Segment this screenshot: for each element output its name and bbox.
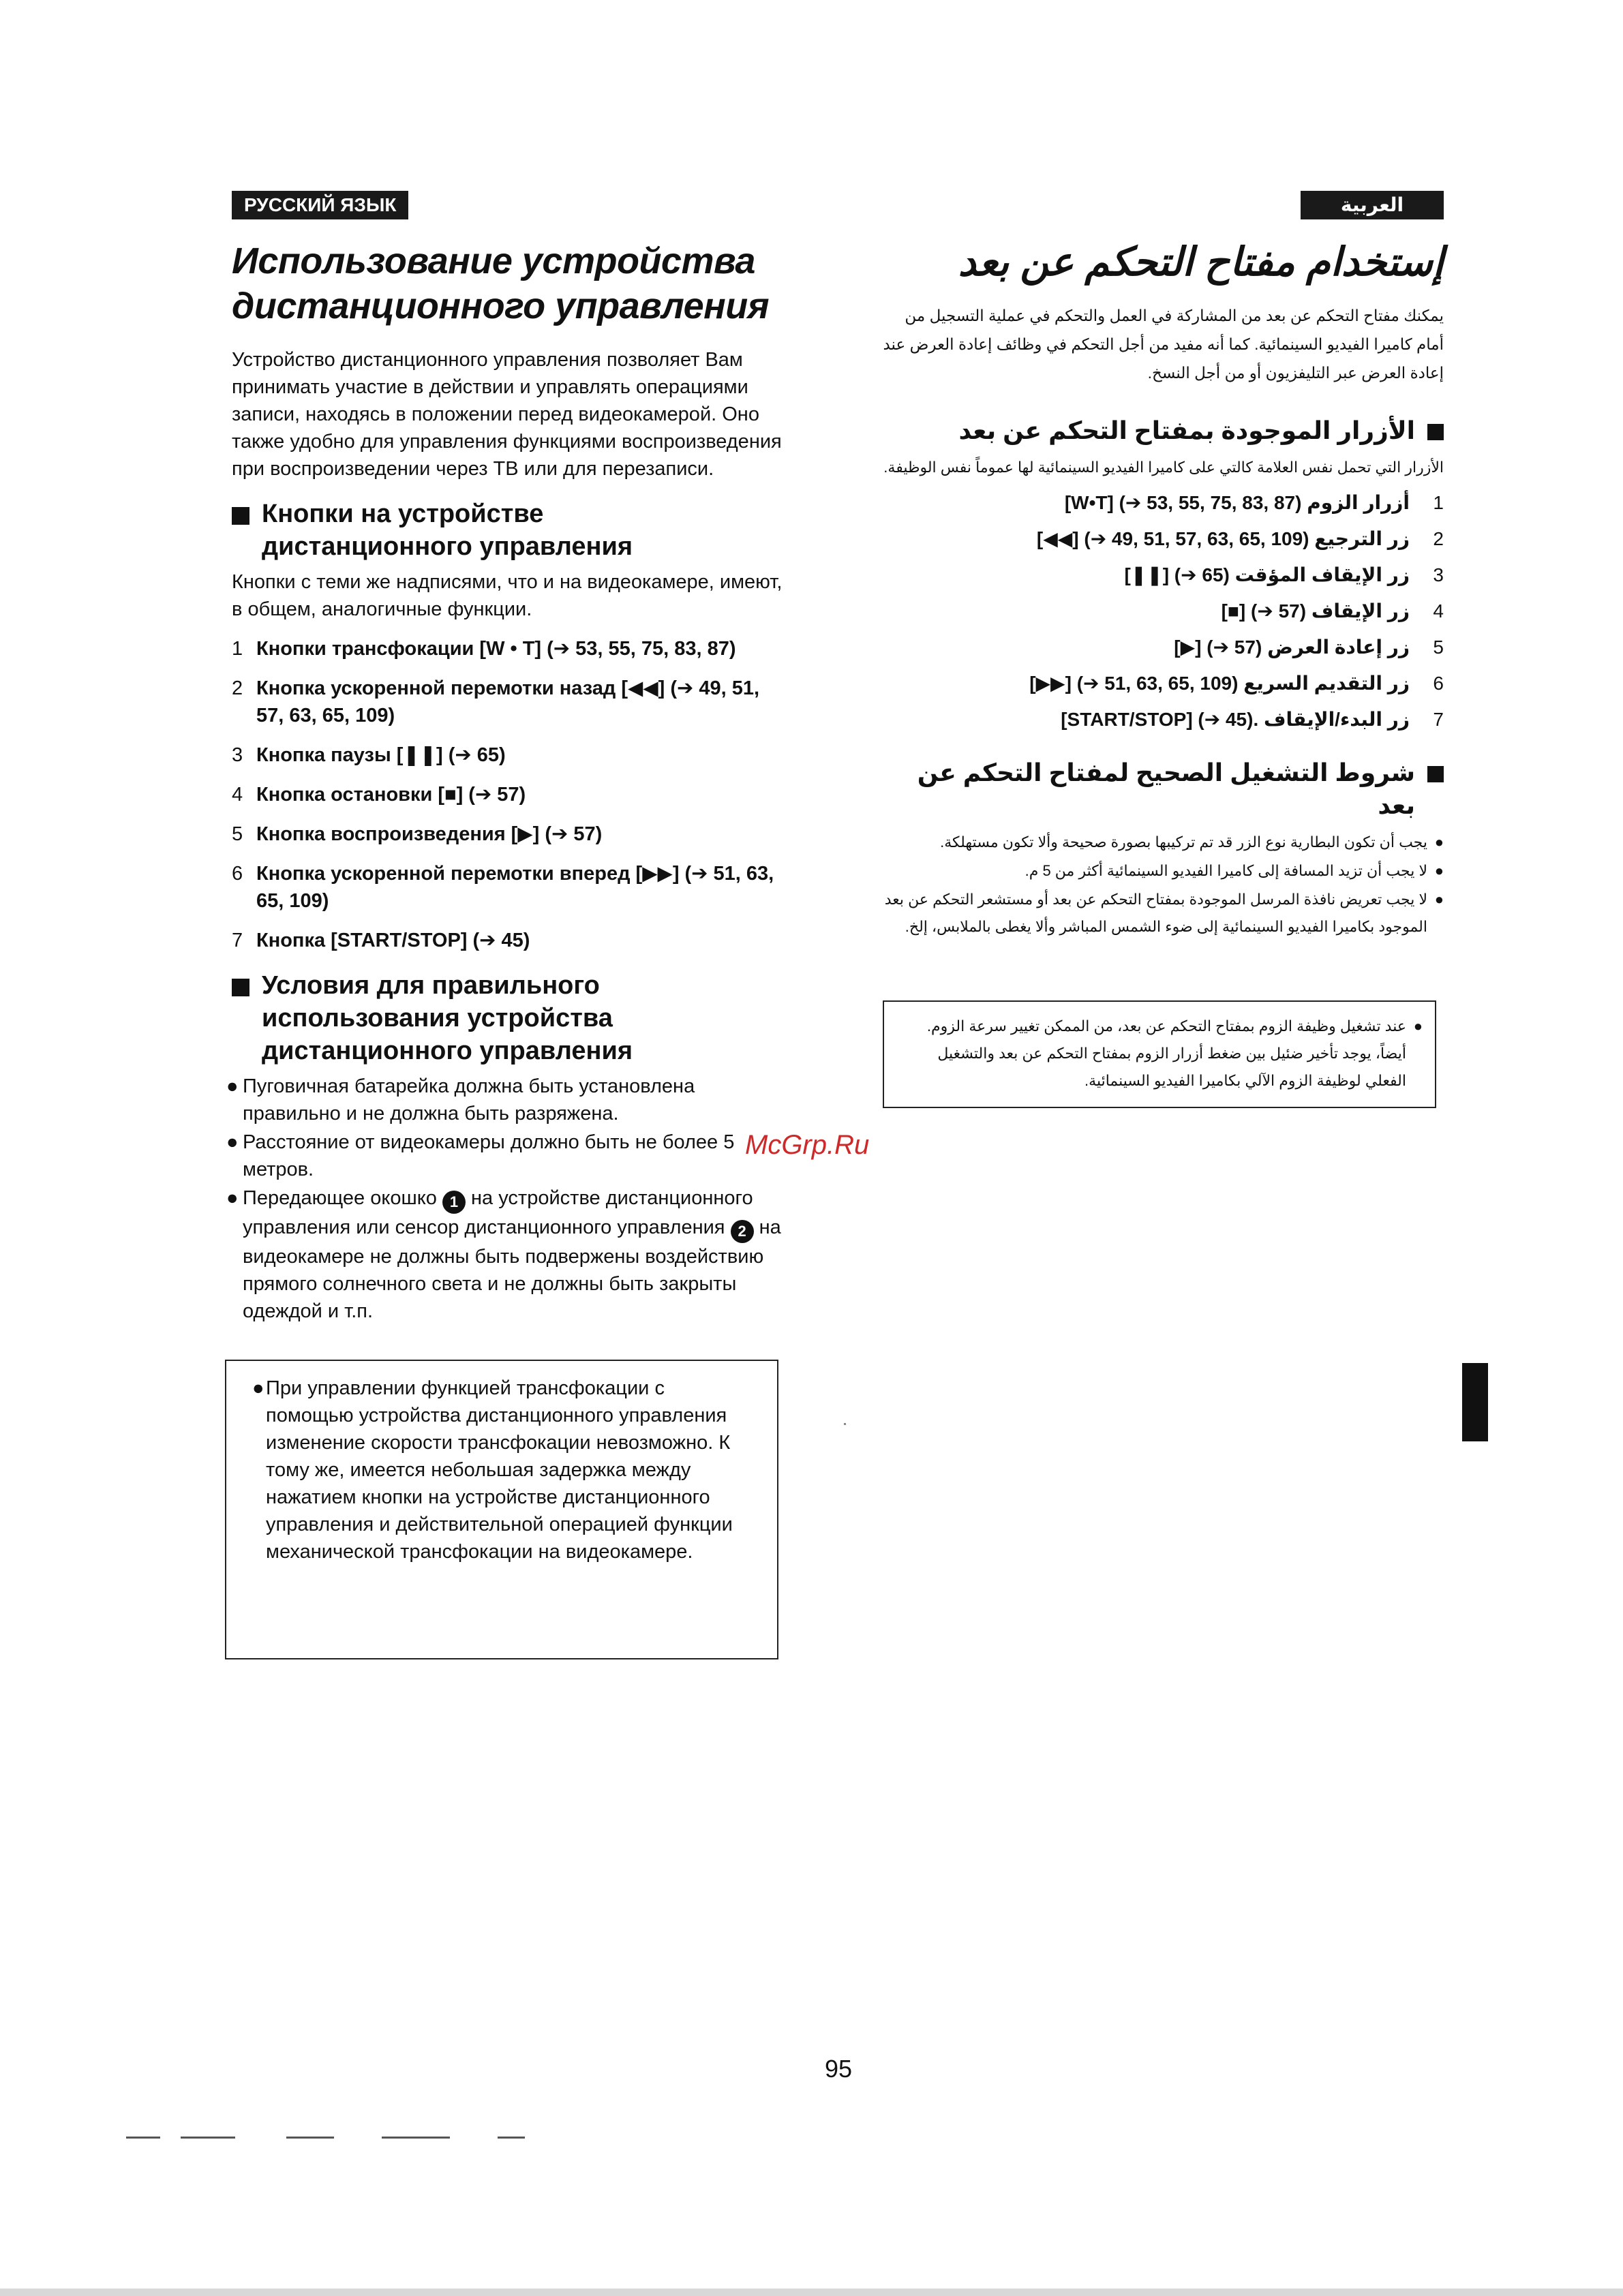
- list-item: [883, 886, 1444, 940]
- bullet-icon: ●: [1434, 833, 1444, 851]
- item-text: Кнопка ускоренной перемотки назад [◀◀] (➔ 49, 51, 57, 63, 65, 109): [256, 677, 760, 726]
- item-text: لا يجب أن تزيد المسافة إلى كاميرا الفيديو السينمائية أكثر من 5 م.: [1025, 862, 1427, 879]
- item-number: 1: [232, 638, 243, 660]
- russian-section1-line2: дистанционного управления: [262, 532, 633, 561]
- section-square-icon: [232, 979, 249, 996]
- item-label: زر البدء/الإيقاف: [1264, 709, 1410, 730]
- item-number: 6: [1433, 673, 1444, 694]
- list-item: [883, 829, 1444, 856]
- list-item: [232, 860, 791, 915]
- item-number: 5: [1433, 637, 1444, 658]
- arabic-intro: يمكنك مفتاح التحكم عن بعد من المشاركة في العمل والتحكم في عملية التسجيل من أمام كاميرا الفيديو السينمائية. كما أنه مفيد من أجل التحكم في وظائف إعادة العرض عند إعادة العرض عبر التليفزيون أو من أجل النسخ.: [883, 307, 1444, 382]
- item-number: 7: [1433, 709, 1444, 730]
- item-number: 4: [232, 784, 243, 806]
- circled-number-2-icon: 2: [731, 1220, 754, 1243]
- arabic-column: [883, 191, 1444, 942]
- item-reference: [❚❚] (➔ 65): [1124, 564, 1230, 585]
- list-item: [883, 488, 1444, 518]
- page-number: 95: [825, 2055, 853, 2083]
- item-label: زر الترجيع: [1314, 528, 1410, 549]
- russian-button-list: [232, 635, 791, 954]
- arabic-section2-title: شروط التشغيل الصحيح لمفتاح التحكم عن بعد: [917, 759, 1415, 819]
- list-item: [883, 560, 1444, 590]
- list-item: [232, 927, 791, 954]
- russian-note-box: [225, 1360, 778, 1659]
- bullet-icon: ●: [226, 1187, 239, 1209]
- list-item: [883, 669, 1444, 699]
- item-label: زر الإيقاف المؤقت: [1234, 564, 1410, 585]
- russian-conditions-list: [226, 1073, 791, 1325]
- item-reference: [W•T] (➔ 53, 55, 75, 83, 87): [1064, 492, 1302, 513]
- item-text: Кнопка паузы [❚❚] (➔ 65): [256, 744, 506, 766]
- bullet-icon: ●: [226, 1075, 239, 1097]
- list-item: [883, 857, 1444, 885]
- item-number: 2: [232, 677, 243, 699]
- scan-dot: [844, 1423, 846, 1425]
- bullet-icon: ●: [1434, 891, 1444, 908]
- item-text: Кнопка ускоренной перемотки вперед [▶▶] (➔ 51, 63, 65, 109): [256, 863, 774, 912]
- section-square-icon: [232, 507, 249, 525]
- arabic-button-list: [883, 488, 1444, 735]
- arabic-conditions-list: [883, 829, 1444, 940]
- item-text: لا يجب تعريض نافذة المرسل الموجودة بمفتاح التحكم عن بعد أو مستشعر التحكم عن بعد الموجود بكاميرا الفيديو السينمائية إلى ضوء الشمس المباشر وألا يغطى بالملابس، إلخ.: [884, 891, 1427, 935]
- arabic-page-title: إستخدام مفتاح التحكم عن بعد: [958, 240, 1444, 284]
- footer-dash: [382, 2137, 450, 2139]
- russian-section2-line3: дистанционного управления: [262, 1037, 633, 1065]
- item-number: 7: [232, 930, 243, 951]
- list-item: [232, 741, 791, 769]
- russian-section1-line1: Кнопки на устройстве: [262, 500, 544, 528]
- list-item: [883, 524, 1444, 554]
- circled-number-1-icon: 1: [442, 1191, 466, 1214]
- bullet-icon: ●: [1434, 862, 1444, 879]
- bullet-icon: ●: [226, 1131, 239, 1153]
- arabic-section-buttons-heading: [883, 414, 1444, 447]
- arabic-note-box: [883, 1000, 1436, 1108]
- item-number: 1: [1433, 492, 1444, 513]
- russian-note: [252, 1375, 757, 1565]
- bottom-scan-band: [0, 2289, 1623, 2296]
- russian-language-tab: РУССКИЙ ЯЗЫК: [232, 191, 408, 219]
- list-item: [226, 1129, 791, 1183]
- russian-title-line2: дистанционного управления: [232, 286, 770, 326]
- item-number: 2: [1433, 528, 1444, 549]
- footer-dash: [498, 2137, 525, 2139]
- russian-section-conditions-heading: [232, 969, 791, 1067]
- page-thumb-tab: [1462, 1363, 1488, 1441]
- item-text: Кнопка воспроизведения [▶] (➔ 57): [256, 823, 603, 845]
- section-square-icon: [1427, 424, 1444, 440]
- list-item: [883, 596, 1444, 626]
- item-label: أزرار الزوم: [1307, 492, 1410, 513]
- arabic-section1-title: الأزرار الموجودة بمفتاح التحكم عن بعد: [958, 416, 1415, 444]
- footer-dash: [286, 2137, 334, 2139]
- item-number: 5: [232, 823, 243, 845]
- list-item: [226, 1073, 791, 1127]
- russian-title-line1: Использование устройства: [232, 241, 755, 281]
- item-text: Кнопка [START/STOP] (➔ 45): [256, 930, 530, 951]
- item-label: زر الإيقاف: [1311, 600, 1410, 622]
- item-text: يجب أن تكون البطارية نوع الزر قد تم تركيبها بصورة صحيحة وألا تكون مستهلكة.: [940, 833, 1427, 851]
- arabic-language-tab: العربية: [1301, 191, 1444, 219]
- list-item: [232, 781, 791, 808]
- footer-dash: [181, 2137, 235, 2139]
- item-number: 3: [232, 744, 243, 766]
- item-number: 4: [1433, 600, 1444, 622]
- item-reference: [▶▶] (➔ 51, 63, 65, 109): [1029, 673, 1239, 694]
- item-text: Кнопка остановки [■] (➔ 57): [256, 784, 526, 806]
- item-number: 3: [1433, 564, 1444, 585]
- russian-page-title: [232, 239, 791, 328]
- list-item: [883, 632, 1444, 662]
- item-text: Пуговичная батарейка должна быть установлена правильно и не должна быть разряжена.: [243, 1075, 695, 1124]
- item-text: на устройстве дистанционного управления или сенсор дистанционного управления: [243, 1187, 753, 1238]
- russian-section1-text: Кнопки с теми же надписями, что и на видеокамере, имеют, в общем, аналогичные функции.: [232, 571, 783, 620]
- item-number: 6: [232, 863, 243, 885]
- arabic-note-text: عند تشغيل وظيفة الزوم بمفتاح التحكم عن بعد، من الممكن تغيير سرعة الزوم. أيضاً، يوجد تأخير ضئيل بين ضغط أزرار الزوم بمفتاح التحكم عن بعد والتشغيل الفعلي لوظيفة الزوم الآلي بكاميرا الفيديو السينمائية.: [926, 1017, 1406, 1089]
- list-item: [226, 1184, 791, 1325]
- bullet-icon: ●: [1413, 1017, 1423, 1035]
- arabic-note: [915, 1013, 1423, 1095]
- russian-note-text: При управлении функцией трансфокации с помощью устройства дистанционного управления изменение скорости трансфокации невозможно. К тому же, имеется небольшая задержка между нажатием кнопки на устройстве дистанционного управления и действительной операцией функции механической трансфокации на видеокамере.: [266, 1377, 733, 1563]
- item-reference: [◀◀] (➔ 49, 51, 57, 63, 65, 109): [1036, 528, 1309, 549]
- list-item: [232, 635, 791, 662]
- item-reference: [▶] (➔ 57): [1174, 637, 1262, 658]
- watermark-text: McGrp.Ru: [745, 1130, 870, 1160]
- list-item: [232, 821, 791, 848]
- russian-section2-line1: Условия для правильного: [262, 971, 600, 1000]
- russian-section-buttons-heading: [232, 498, 791, 563]
- item-text: Передающее окошко: [243, 1187, 437, 1209]
- item-text: на видеокамере не должны быть подвержены воздействию прямого солнечного света и не должны быть закрыты одеждой и т.п.: [243, 1216, 781, 1322]
- footer-dash: [126, 2137, 160, 2139]
- list-item: [883, 705, 1444, 735]
- item-reference: [START/STOP] (➔ 45).: [1061, 709, 1259, 730]
- item-text: Кнопки трансфокации [W • T] (➔ 53, 55, 75, 83, 87): [256, 638, 736, 660]
- bullet-icon: ●: [252, 1377, 264, 1399]
- section-square-icon: [1427, 766, 1444, 782]
- russian-column: [226, 191, 791, 1326]
- list-item: [232, 675, 791, 729]
- arabic-section1-text: الأزرار التي تحمل نفس العلامة كالتي على كاميرا الفيديو السينمائية لها عموماً نفس الوظيفة.: [883, 459, 1444, 476]
- item-text: Расстояние от видеокамеры должно быть не более 5 метров.: [243, 1131, 735, 1180]
- item-label: زر التقديم السريع: [1243, 673, 1410, 694]
- russian-intro: Устройство дистанционного управления позволяет Вам принимать участие в действии и управлять операциями записи, находясь в положении перед видеокамерой. Оно также удобно для управления функциями воспроизведения при воспроизведении через ТВ или для перезаписи.: [232, 349, 782, 480]
- item-reference: [■] (➔ 57): [1221, 600, 1307, 622]
- arabic-section-conditions-heading: [883, 756, 1444, 822]
- russian-section2-line2: использования устройства: [262, 1004, 613, 1032]
- item-label: زر إعادة العرض: [1267, 637, 1410, 658]
